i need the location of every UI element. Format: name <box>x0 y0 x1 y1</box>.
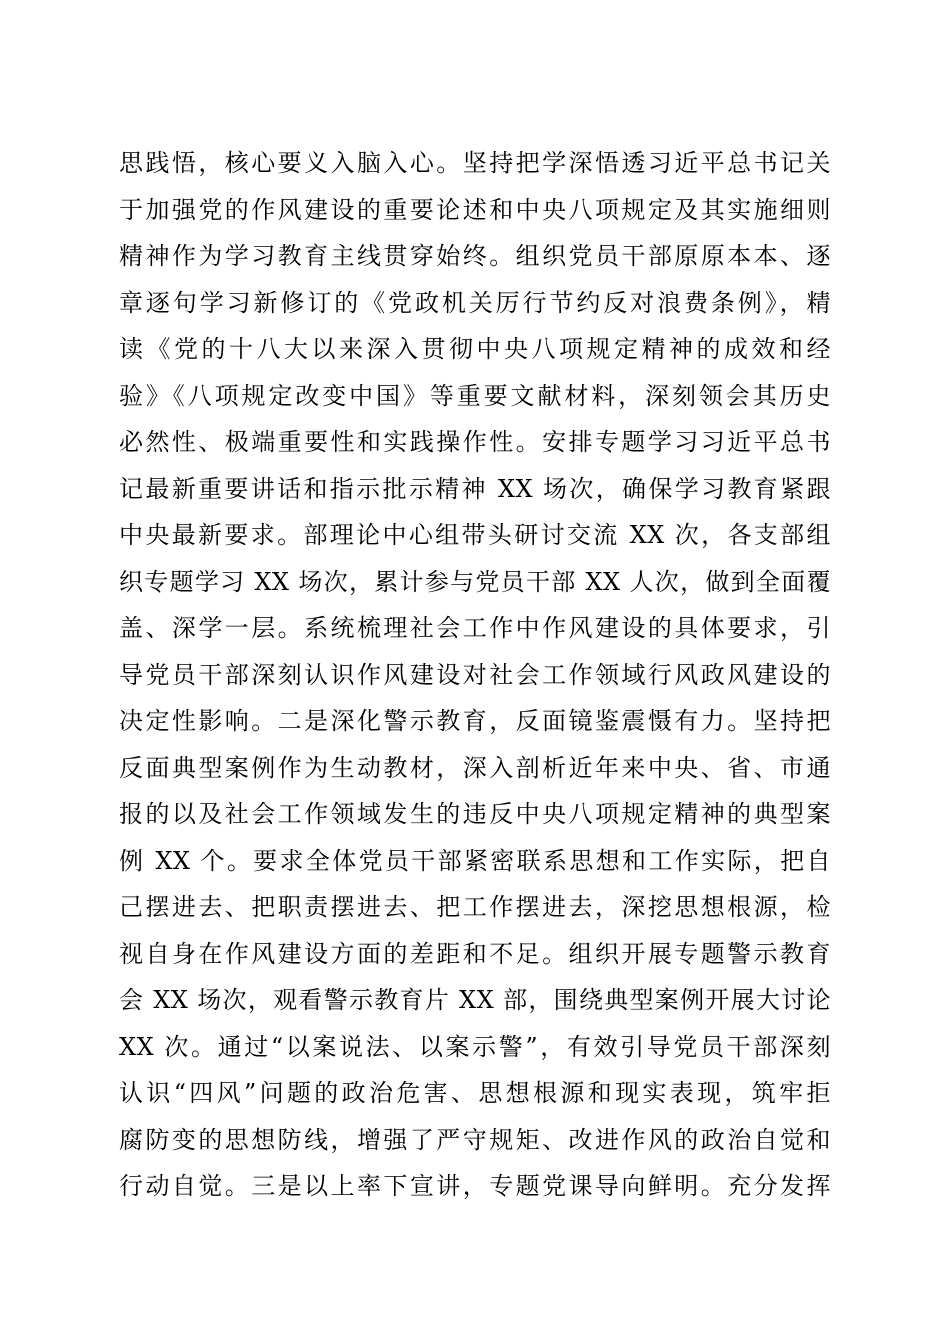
body-paragraph <box>119 140 831 1210</box>
text-line: 章逐句学习新修订的《党政机关厉行节约反对浪费条例》，精 <box>119 288 831 317</box>
text-line: 思践悟，核心要义入脑入心。坚持把学深悟透习近平总书记关 <box>119 149 831 177</box>
text-line: 己摆进去、把职责摆进去、把工作摆进去，深挖思想根源，检 <box>119 893 831 921</box>
text-line: 精神作为学习教育主线贯穿始终。组织党员干部原原本本、逐 <box>119 242 831 270</box>
text-line: XX 次。通过“以案说法、以案示警”，有效引导党员干部深刻 <box>119 1032 831 1061</box>
text-line: 于加强党的作风建设的重要论述和中央八项规定及其实施细则 <box>119 195 831 224</box>
text-line: 读《党的十八大以来深入贯彻中央八项规定精神的成效和经 <box>119 335 831 363</box>
text-line: 报的以及社会工作领域发生的违反中央八项规定精神的典型案 <box>119 800 831 828</box>
text-line: 反面典型案例作为生动教材，深入剖析近年来中央、省、市通 <box>119 753 831 782</box>
text-line: 决定性影响。二是深化警示教育，反面镜鉴震慑有力。坚持把 <box>119 707 831 735</box>
text-line: 织专题学习 XX 场次，累计参与党员干部 XX 人次，做到全面覆 <box>119 567 831 596</box>
text-line: 中央最新要求。部理论中心组带头研讨交流 XX 次，各支部组 <box>119 521 831 549</box>
text-line: 会 XX 场次，观看警示教育片 XX 部，围绕典型案例开展大讨论 <box>119 986 831 1014</box>
text-line: 例 XX 个。要求全体党员干部紧密联系思想和工作实际，把自 <box>119 846 831 875</box>
text-line: 认识“四风”问题的政治危害、思想根源和现实表现，筑牢拒 <box>119 1079 831 1107</box>
text-line: 验》《八项规定改变中国》等重要文献材料，深刻领会其历史 <box>119 381 831 410</box>
text-line: 行动自觉。三是以上率下宣讲，专题党课导向鲜明。充分发挥 <box>119 1172 831 1200</box>
text-line: 视自身在作风建设方面的差距和不足。组织开展专题警示教育 <box>119 939 831 968</box>
text-line: 腐防变的思想防线，增强了严守规矩、改进作风的政治自觉和 <box>119 1125 831 1154</box>
text-line: 必然性、极端重要性和实践操作性。安排专题学习习近平总书 <box>119 428 831 456</box>
text-line: 记最新重要讲话和指示批示精神 XX 场次，确保学习教育紧跟 <box>119 474 831 503</box>
text-line: 盖、深学一层。系统梳理社会工作中作风建设的具体要求，引 <box>119 614 831 642</box>
text-line: 导党员干部深刻认识作风建设对社会工作领域行风政风建设的 <box>119 660 831 689</box>
